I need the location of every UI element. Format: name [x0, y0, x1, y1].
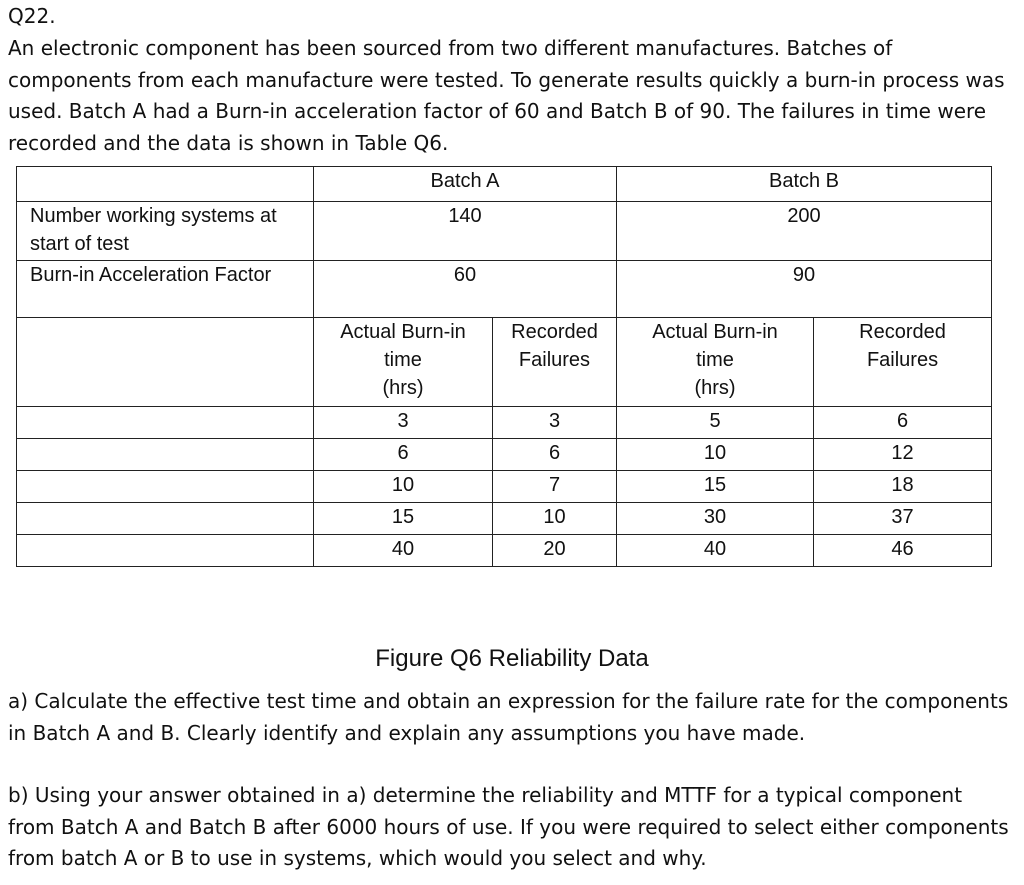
row-blank [17, 439, 314, 471]
batch-b-working: 200 [617, 202, 992, 261]
batch-b-time-header-line1: Actual Burn-in [652, 321, 778, 343]
batch-b-failures: 37 [814, 503, 992, 535]
batch-b-time: 15 [617, 471, 814, 503]
acceleration-label: Burn-in Acceleration Factor [17, 261, 314, 318]
working-systems-label: Number working systems at start of test [17, 202, 314, 261]
batch-a-time-header-line3: (hrs) [382, 377, 424, 399]
batch-b-header: Batch B [617, 167, 992, 202]
table-row [17, 439, 992, 471]
question-intro: An electronic component has been sourced from two different manufactures. Batches of components from each manufacture were tested. To generate results quickly a burn-in process was used. Batch A had a Burn-in acceleration factor of 60 and Batch B of 90. The failures in time were recorded and the data is shown in Table Q6. [8, 36, 1005, 155]
batch-a-time: 40 [314, 535, 493, 567]
batch-a-failures-header [493, 318, 617, 407]
reliability-table [16, 166, 992, 567]
batch-b-failures: 18 [814, 471, 992, 503]
batch-b-failures-header [814, 318, 992, 407]
row-blank [17, 535, 314, 567]
row-blank [17, 503, 314, 535]
batch-a-failures: 6 [493, 439, 617, 471]
sub-header-row [17, 318, 992, 407]
row-blank [17, 407, 314, 439]
batch-b-failures: 46 [814, 535, 992, 567]
batch-b-time-header-line3: (hrs) [694, 377, 736, 399]
batch-b-time: 30 [617, 503, 814, 535]
batch-b-time-header [617, 318, 814, 407]
batch-a-time: 3 [314, 407, 493, 439]
figure-caption: Figure Q6 Reliability Data [375, 645, 649, 672]
batch-a-failures: 10 [493, 503, 617, 535]
question-part-a: a) Calculate the effective test time and obtain an expression for the failure rate for the components in Batch A and B. Clearly identify and explain any assumptions you have made. [8, 689, 1009, 745]
table-row [17, 503, 992, 535]
table-row [17, 535, 992, 567]
batch-b-time-header-line2: time [696, 349, 734, 371]
batch-a-time-header [314, 318, 493, 407]
question-part-b: b) Using your answer obtained in a) determine the reliability and MTTF for a typical component from Batch A and Batch B after 6000 hours of use. If you were required to select either components from batch A or B to use in systems, which would you select and why. [8, 783, 1009, 870]
row-blank [17, 471, 314, 503]
batch-b-failures: 6 [814, 407, 992, 439]
table-corner-cell [17, 167, 314, 202]
batch-a-time: 10 [314, 471, 493, 503]
batch-a-time-header-line2: time [384, 349, 422, 371]
working-systems-row [17, 202, 992, 261]
batch-a-failures: 20 [493, 535, 617, 567]
table-header-row [17, 167, 992, 202]
batch-a-acceleration: 60 [314, 261, 617, 318]
batch-a-header: Batch A [314, 167, 617, 202]
acceleration-row [17, 261, 992, 318]
batch-b-acceleration: 90 [617, 261, 992, 318]
batch-b-failures: 12 [814, 439, 992, 471]
batch-a-failures-header-line1: Recorded [511, 321, 598, 343]
batch-a-time-header-line1: Actual Burn-in [340, 321, 466, 343]
batch-a-failures: 3 [493, 407, 617, 439]
batch-b-time: 10 [617, 439, 814, 471]
question-number: Q22. [8, 4, 56, 28]
batch-a-working: 140 [314, 202, 617, 261]
batch-a-failures: 7 [493, 471, 617, 503]
batch-b-time: 5 [617, 407, 814, 439]
batch-a-failures-header-line2: Failures [518, 349, 591, 371]
sub-header-blank [17, 318, 314, 407]
batch-b-failures-header-line2: Failures [866, 349, 939, 371]
table-row [17, 471, 992, 503]
batch-b-time: 40 [617, 535, 814, 567]
batch-a-time: 15 [314, 503, 493, 535]
table-row [17, 407, 992, 439]
batch-b-failures-header-line1: Recorded [859, 321, 946, 343]
batch-a-time: 6 [314, 439, 493, 471]
